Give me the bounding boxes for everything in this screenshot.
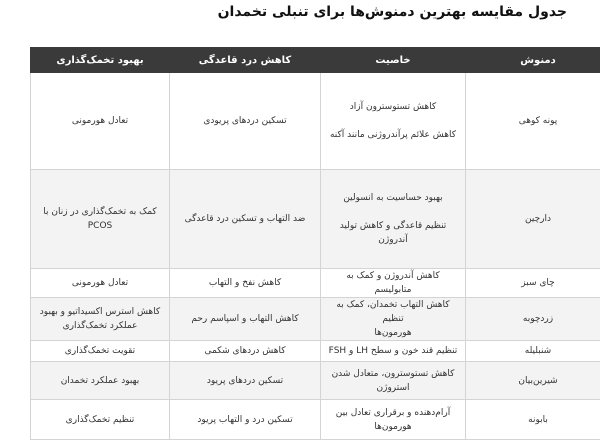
cell-herb: پونه کوهی (466, 73, 600, 170)
cell-ovulation (31, 73, 170, 170)
header-ovulation: بهبود تخمک‌گذاری (31, 48, 170, 73)
cell-text-line: کمک به تخمک‌گذاری در زنان با PCOS (37, 205, 163, 233)
cell-text-line: تسکین دردهای پریود (176, 374, 314, 388)
cell-text-line: ضد التهاب و تسکین درد قاعدگی (176, 212, 314, 226)
cell-ovulation (31, 341, 170, 362)
cell-text-line: استروژن (327, 381, 459, 395)
cell-herb: زردچوبه (466, 298, 600, 341)
cell-text-line: تعادل هورمونی (37, 276, 163, 290)
cell-ovulation (31, 400, 170, 440)
cell-text-line: تنظیم تخمک‌گذاری (37, 413, 163, 427)
cell-text-line: آرام‌دهنده و برقراری تعادل بین (327, 406, 459, 420)
cell-text-line: کاهش آندروژن و کمک به متابولیسم (327, 269, 459, 297)
cell-text-line: هورمون‌ها (327, 326, 459, 340)
table-row (31, 362, 600, 400)
header-property: خاصیت (321, 48, 466, 73)
table-row (31, 400, 600, 440)
header-herb: دمنوش (466, 48, 600, 73)
table-row (31, 73, 600, 170)
cell-pain-relief (170, 400, 321, 440)
cell-text-line: تعادل هورمونی (37, 114, 163, 128)
cell-property (321, 73, 466, 170)
cell-text-line: کاهش تستوسترون آزاد (327, 100, 459, 114)
cell-property (321, 362, 466, 400)
cell-property (321, 298, 466, 341)
cell-text-line: کاهش دردهای شکمی (176, 344, 314, 358)
cell-pain-relief (170, 73, 321, 170)
cell-pain-relief (170, 269, 321, 298)
cell-herb: بابونه (466, 400, 600, 440)
cell-text-line: کاهش التهاب تخمدان، کمک به تنظیم (327, 298, 459, 326)
page-title: جدول مقایسه بهترین دمنوش‌ها برای تنبلی تخمدان (218, 4, 567, 20)
cell-pain-relief (170, 298, 321, 341)
cell-pain-relief (170, 170, 321, 269)
table-row (31, 269, 600, 298)
cell-ovulation (31, 170, 170, 269)
cell-text-line: هورمون‌ها (327, 420, 459, 434)
cell-property (321, 400, 466, 440)
cell-text-line: تنظیم قاعدگی و کاهش تولید آندروژن (327, 219, 459, 247)
herbal-tea-comparison-table (30, 47, 600, 440)
cell-ovulation (31, 269, 170, 298)
table-row (31, 170, 600, 269)
cell-pain-relief (170, 341, 321, 362)
cell-text-line: عملکرد تخمک‌گذاری (37, 319, 163, 333)
cell-text-line: تسکین درد و التهاب پریود (176, 413, 314, 427)
cell-property (321, 341, 466, 362)
cell-text-line: کاهش تستوسترون، متعادل شدن (327, 367, 459, 381)
cell-ovulation (31, 362, 170, 400)
cell-text-line: تقویت تخمک‌گذاری (37, 344, 163, 358)
cell-text-line: کاهش نفخ و التهاب (176, 276, 314, 290)
cell-text-line: تنظیم قند خون و سطح LH و FSH (327, 344, 459, 358)
cell-herb: شیرین‌بیان (466, 362, 600, 400)
cell-pain-relief (170, 362, 321, 400)
cell-text-line: کاهش استرس اکسیداتیو و بهبود (37, 305, 163, 319)
cell-ovulation (31, 298, 170, 341)
cell-herb: شنبلیله (466, 341, 600, 362)
cell-text-line: تسکین دردهای پریودی (176, 114, 314, 128)
cell-text-line: بهبود حساسیت به انسولین (327, 191, 459, 205)
cell-text-line: کاهش التهاب و اسپاسم رحم (176, 312, 314, 326)
table-row (31, 341, 600, 362)
table-row (31, 298, 600, 341)
cell-herb: چای سبز (466, 269, 600, 298)
cell-property (321, 170, 466, 269)
header-pain-relief: کاهش درد قاعدگی (170, 48, 321, 73)
table-header-row (31, 48, 600, 73)
cell-text-line: کاهش علائم پرآندروژنی مانند آکنه (327, 128, 459, 142)
cell-herb: دارچین (466, 170, 600, 269)
cell-property (321, 269, 466, 298)
cell-text-line: بهبود عملکرد تخمدان (37, 374, 163, 388)
